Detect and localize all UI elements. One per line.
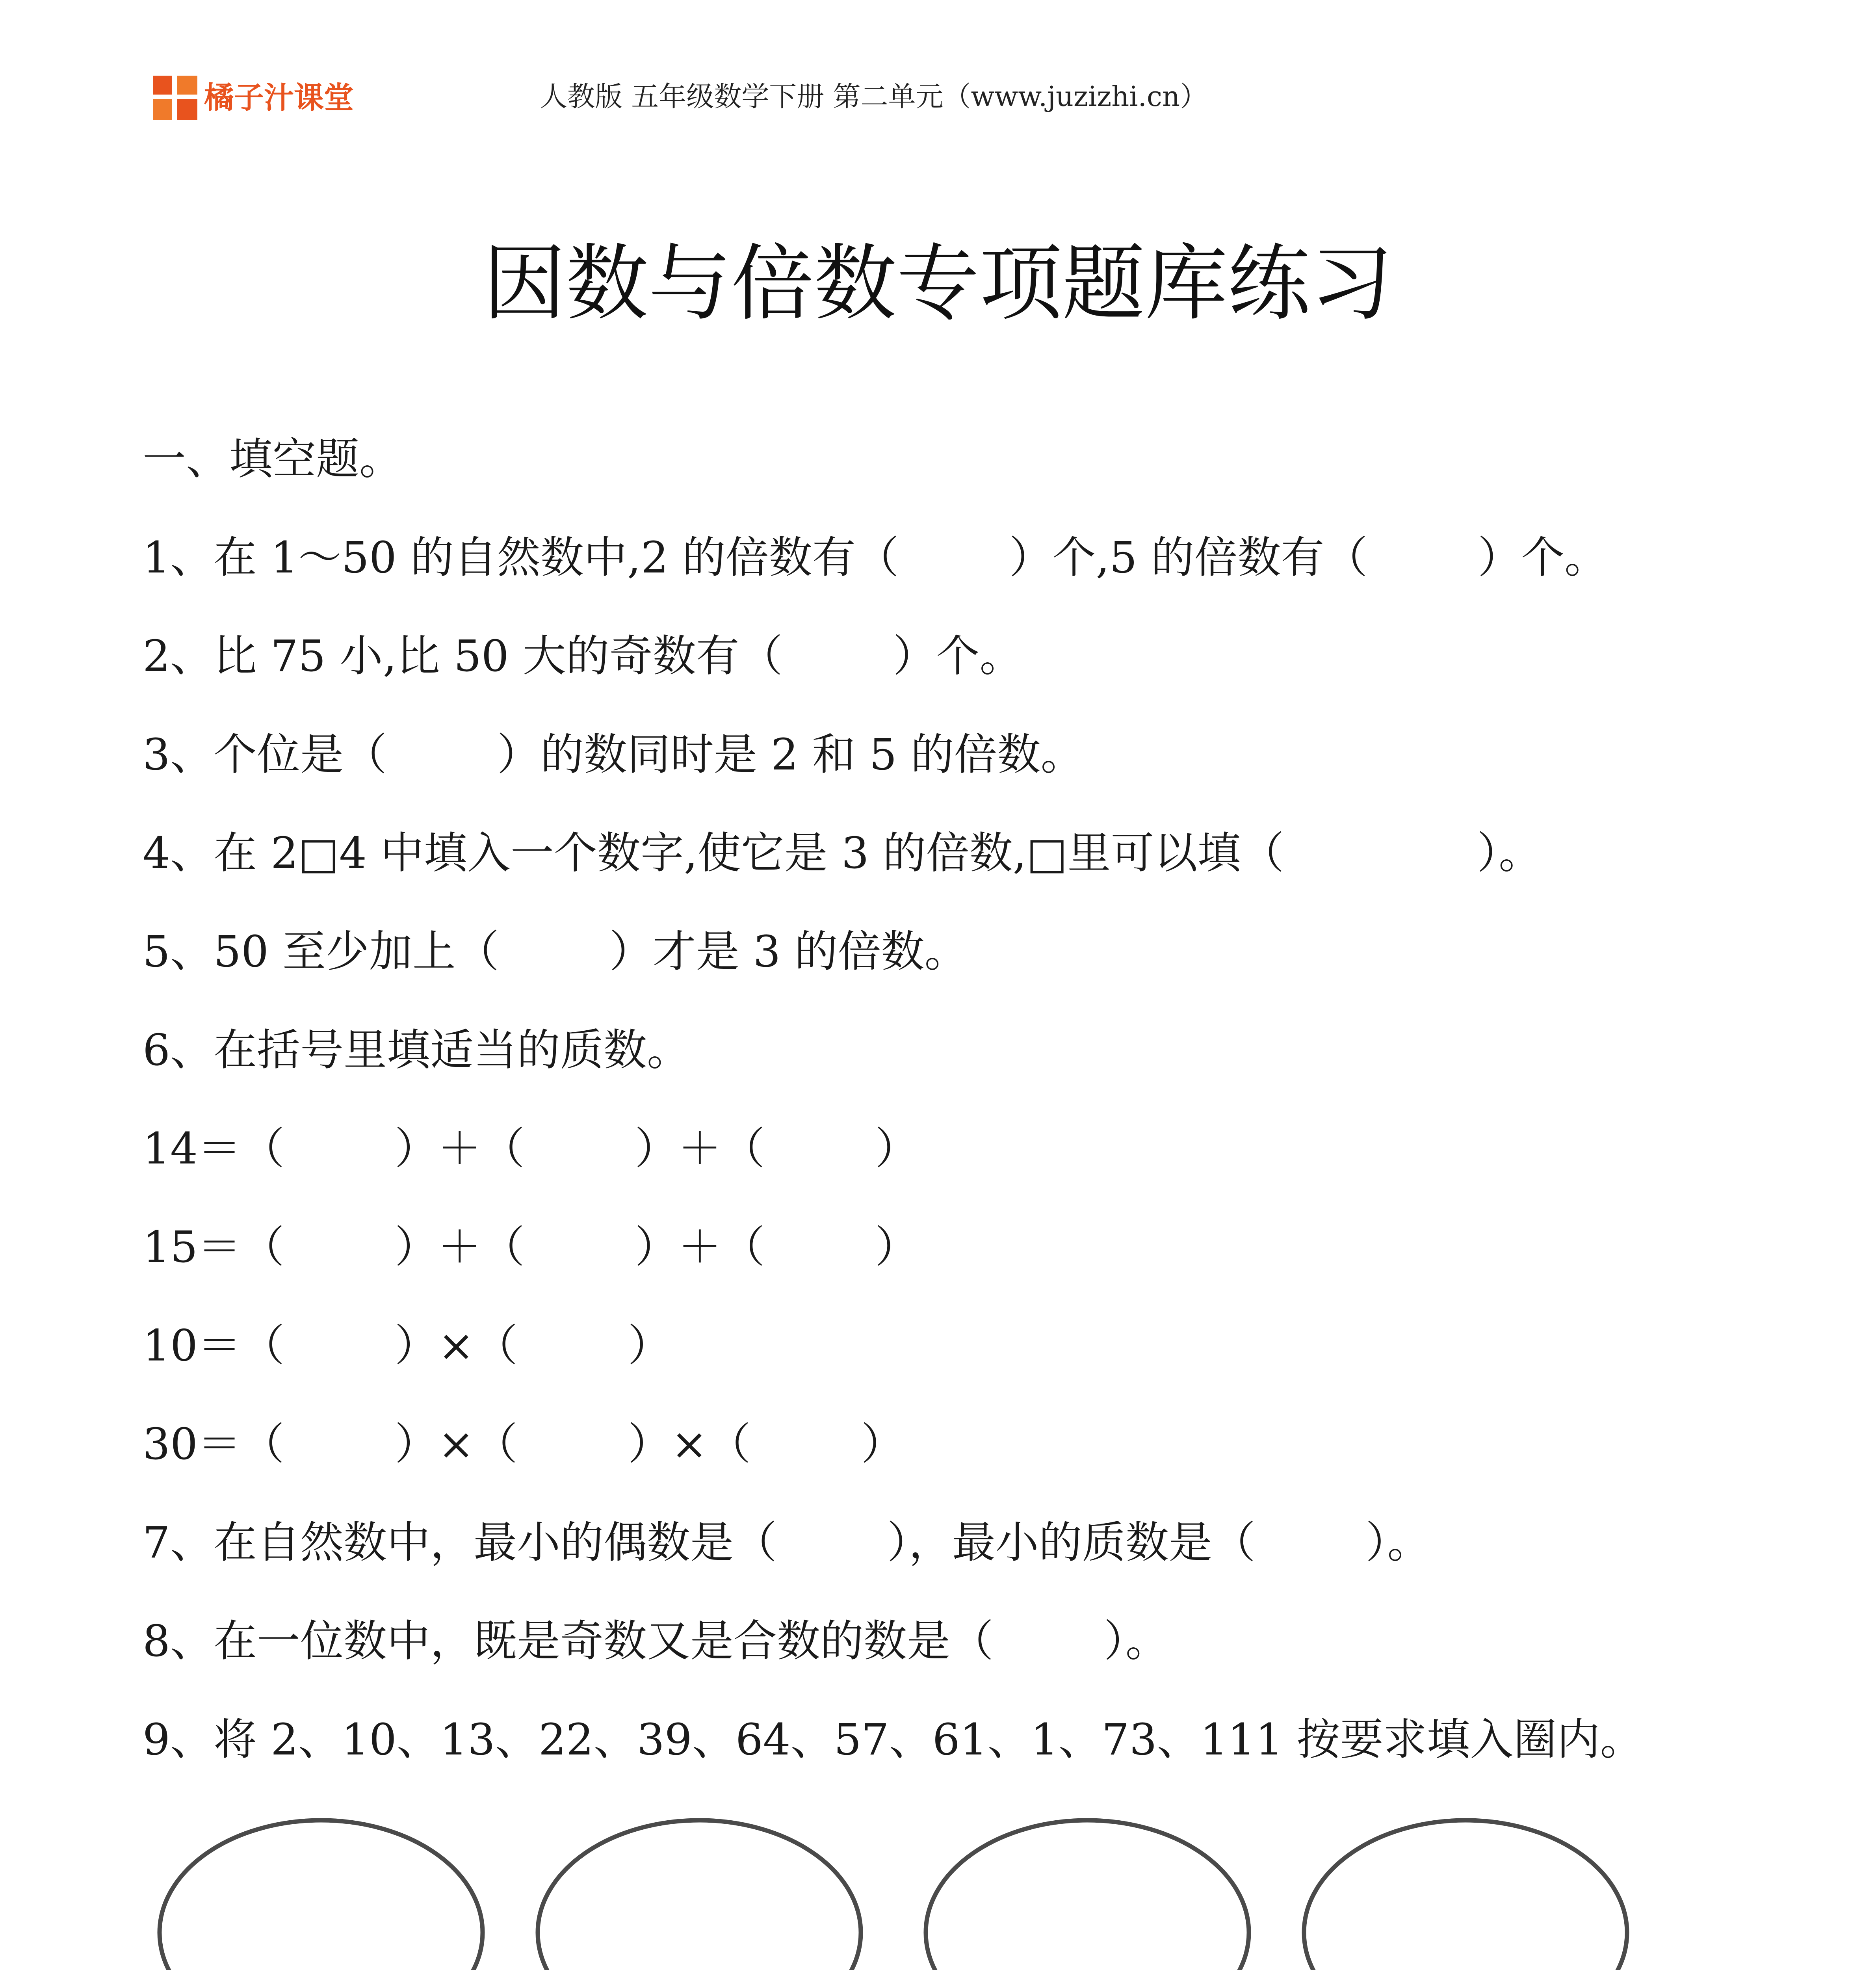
question-1: 1、在 1～50 的自然数中,2 的倍数有（ ）个,5 的倍数有（ ）个。 [143,532,1608,583]
classification-circles [150,1808,1647,1970]
brand-name: 橘子汁课堂 [204,80,354,115]
question-4: 4、在 2□4 中填入一个数字,使它是 3 的倍数,□里可以填（ ）。 [143,828,1542,878]
question-6-line-c: 10＝（ ）×（ ） [143,1320,671,1371]
circle-even[interactable] [538,1820,861,1970]
section-heading: 一、填空题。 [143,434,403,484]
question-6-line-b: 15＝（ ）＋（ ）＋（ ） [143,1222,919,1272]
circle-prime[interactable] [926,1820,1249,1970]
question-6-line-d: 30＝（ ）×（ ）×（ ） [143,1419,905,1469]
header-subtitle: 人教版 五年级数学下册 第二单元（www.juzizhi.cn） [540,80,1208,113]
question-3: 3、个位是（ ）的数同时是 2 和 5 的倍数。 [143,729,1084,780]
question-7: 7、在自然数中，最小的偶数是（ ），最小的质数是（ ）。 [143,1517,1431,1568]
question-9: 9、将 2、10、13、22、39、64、57、61、1、73、111 按要求填入圈内。 [143,1714,1644,1765]
question-6-line-a: 14＝（ ）＋（ ）＋（ ） [143,1123,919,1174]
question-2: 2、比 75 小,比 50 大的奇数有（ ）个。 [143,631,1023,681]
question-5: 5、50 至少加上（ ）才是 3 的倍数。 [143,926,968,977]
question-6: 6、在括号里填适当的质数。 [143,1025,690,1075]
page-title: 因数与倍数专项题库练习 [483,235,1393,332]
question-8: 8、在一位数中，既是奇数又是合数的数是（ ）。 [143,1616,1169,1666]
circle-composite[interactable] [1304,1820,1627,1970]
brand-logo-icon [152,74,199,121]
circle-odd[interactable] [160,1820,483,1970]
